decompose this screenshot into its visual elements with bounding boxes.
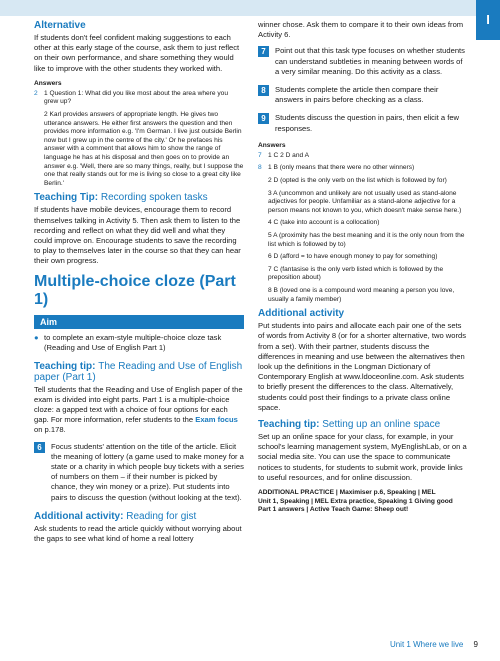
- teaching-tip-text-2: [34, 385, 244, 436]
- answer-number: [258, 253, 268, 262]
- step-number-box: 9: [258, 113, 269, 124]
- teaching-tip-heading-2: [34, 361, 244, 383]
- answer-item: [34, 111, 244, 188]
- teaching-tip-label: Teaching tip:: [34, 360, 96, 372]
- step-8: [258, 85, 468, 105]
- answer-text: 3 A (uncommon and unlikely are not usually used as stand-alone adjectives for people. Unfamiliar as a stand-alone adjective for a person means not known to you, which doesn't make sense here.): [268, 189, 462, 214]
- unit-label: Unit 1 Where we live: [389, 640, 464, 649]
- right-column: [258, 20, 468, 515]
- answer-item: [258, 164, 468, 173]
- answer-item: [258, 287, 468, 304]
- page-number: 9: [473, 640, 478, 649]
- answer-text: 7 C (fantasise is the only verb listed which is followed by the preposition about): [268, 265, 444, 282]
- answer-number: [258, 177, 268, 186]
- answer-number: [258, 232, 268, 249]
- step-text: Students complete the article then compare their answers in pairs before checking as a class.: [275, 85, 439, 105]
- answer-text: 2 D (opted is the only verb on the list which is followed by for): [268, 177, 447, 185]
- answer-text: 2 Karl provides answers of appropriate length. He gives two utterance answers. He either first answers the question and then provides more information e.g. 'I'm German. I live just outside Berlin now but I grew up in the centre of the city.' Or he prefaces his answer with a comment that allows him to show the range of language he has at his disposal and then goes on to provide an answer e.g. 'Well, there are so many things, really, but I suppose the one that really stands out for me is living so close to a great city like Berlin.': [44, 111, 244, 187]
- step-text: Students discuss the question in pairs, then elicit a few responses.: [275, 113, 460, 133]
- activity-label: Additional activity:: [34, 510, 124, 522]
- alternative-heading: Alternative: [34, 20, 86, 31]
- left-column: [34, 20, 244, 550]
- answer-text: 5 A (proximity has the best meaning and it is the only noun from the list which is followed by to): [268, 231, 465, 248]
- additional-activity-text: Ask students to read the article quickly without worrying about the gaps to see what kind of home a real lottery: [34, 523, 242, 543]
- unit-tab: I: [476, 0, 500, 40]
- step-6: [34, 442, 244, 503]
- additional-activity-heading-2: Additional activity: [258, 308, 345, 320]
- step-7: [258, 46, 468, 77]
- answer-item: [258, 266, 468, 283]
- teaching-tip-heading-3: [258, 419, 468, 430]
- teaching-tip-topic: Recording spoken tasks: [100, 192, 208, 204]
- step-text: Focus students' attention on the title of the article. Elicit the meaning of lottery (a game used to make money for a state or a charity in which people buy tickets with a series of numbers on them – if their number is picked by chance, they win money or a prize). Put students into pairs to discuss the question (without looking at the text).: [51, 441, 244, 502]
- answer-number: [34, 111, 44, 188]
- answers-heading: Answers: [34, 79, 62, 87]
- section-title: Multiple-choice cloze (Part 1): [34, 272, 236, 308]
- answer-number: 2: [34, 89, 38, 97]
- answer-number: [258, 287, 268, 304]
- answer-number: 8: [258, 164, 262, 172]
- additional-activity-text-2: Put students into pairs and allocate each pair one of the sets of words from Activity 8 (or for a shorter alternative, two words from a set). With their partner, students discuss the differences in meaning and use between the alternatives then look up the definitions in the Longman Dictionary of Contemporary English at www.ldoceonline.com. Ask students to briefly present the differences to the class. Alternatively, students could post their findings to a private class online space.: [258, 321, 467, 412]
- answers-heading: Answers: [258, 141, 286, 149]
- teaching-tip-text-3: Set up an online space for your class, for example, in your school's learning management system, MyEnglishLab, or on a social media site. You can use the space to communicate notices to students, for students to submit work, provide links to useful resources, and for online discussion.: [258, 431, 467, 482]
- tip-body: Tell students that the Reading and Use of English paper of the exam is divided into eight parts. Part 1 is a multiple-choice cloze: a gapped text with a choice of four options for each gap. For more information, refer students to the: [34, 384, 243, 425]
- alternative-text: If students don't feel confident making suggestions to each other at this early stage of the course, ask them to just reflect on their own performance, and share something they would like to improve with the other students they worked with.: [34, 33, 240, 73]
- answer-text: 4 C (take into account is a collocation): [268, 219, 380, 227]
- teaching-tip-label: Teaching tip:: [258, 418, 320, 430]
- answer-item: [258, 219, 468, 228]
- answer-number: [258, 219, 268, 228]
- answer-item: [258, 253, 468, 262]
- step-number-box: 8: [258, 85, 269, 96]
- aim-bar: Aim: [34, 315, 244, 329]
- answer-item: [258, 232, 468, 249]
- practice-line-1: ADDITIONAL PRACTICE | Maximiser p.6, Speaking | MEL: [258, 488, 436, 496]
- exam-focus-link[interactable]: Exam focus: [195, 415, 238, 425]
- answer-item: [34, 90, 244, 107]
- continued-text: winner chose. Ask them to compare it to their own ideas from Activity 6.: [258, 20, 464, 40]
- practice-line-3: Part 1 answers | Active Teach Game: Sheep out!: [258, 506, 409, 514]
- tip-tail: on p.178.: [34, 425, 66, 435]
- page-footer: [390, 640, 478, 649]
- practice-line-2: Unit 1, Speaking | MEL Extra practice, Speaking 1 Giving good: [258, 497, 453, 505]
- answer-number: 7: [258, 151, 262, 159]
- additional-practice: [258, 489, 468, 515]
- top-band: [0, 0, 500, 16]
- answer-number: [258, 190, 268, 216]
- teaching-tip-label: Teaching Tip:: [34, 192, 99, 204]
- answer-item: [258, 152, 468, 161]
- answer-text: 6 D (afford = to have enough money to pay for something): [268, 253, 438, 261]
- answer-item: [258, 177, 468, 186]
- aim-bullet: [34, 333, 244, 353]
- teaching-tip-text: If students have mobile devices, encourage them to record themselves talking in Activity 5. Then ask them to listen to the recording and reflect on what they did well and what they could improve on. Encourage students to save the recording to play to themselves later in the course so that they can hear their own progress.: [34, 205, 241, 266]
- additional-activity-heading: [34, 511, 244, 522]
- answer-text: 1 Question 1: What did you like most about the area where you grew up?: [44, 89, 228, 106]
- aim-text: to complete an exam-style multiple-choice cloze task (Reading and Use of English Part 1): [44, 332, 222, 352]
- teaching-tip-topic: Setting up an online space: [322, 418, 441, 430]
- step-number-box: 6: [34, 442, 45, 453]
- answer-item: [258, 190, 468, 216]
- answer-number: [258, 266, 268, 283]
- step-number-box: 7: [258, 46, 269, 57]
- teaching-tip-topic: The Reading and Use of English paper (Part 1): [34, 360, 243, 383]
- answer-text: 1 C 2 D and A: [268, 151, 310, 159]
- bullet-icon: ●: [34, 332, 39, 342]
- step-text: Point out that this task type focuses on whether students can understand subtleties in meaning between words of a very similar meaning. Do this activity as a class.: [275, 46, 465, 76]
- step-9: [258, 113, 468, 133]
- answer-text: 1 B (only means that there were no other winners): [268, 164, 415, 172]
- teaching-tip-heading: [34, 192, 244, 203]
- answer-text: 8 B (loved one is a compound word meaning a person you love, usually a family member): [268, 286, 455, 303]
- activity-topic: Reading for gist: [126, 510, 197, 522]
